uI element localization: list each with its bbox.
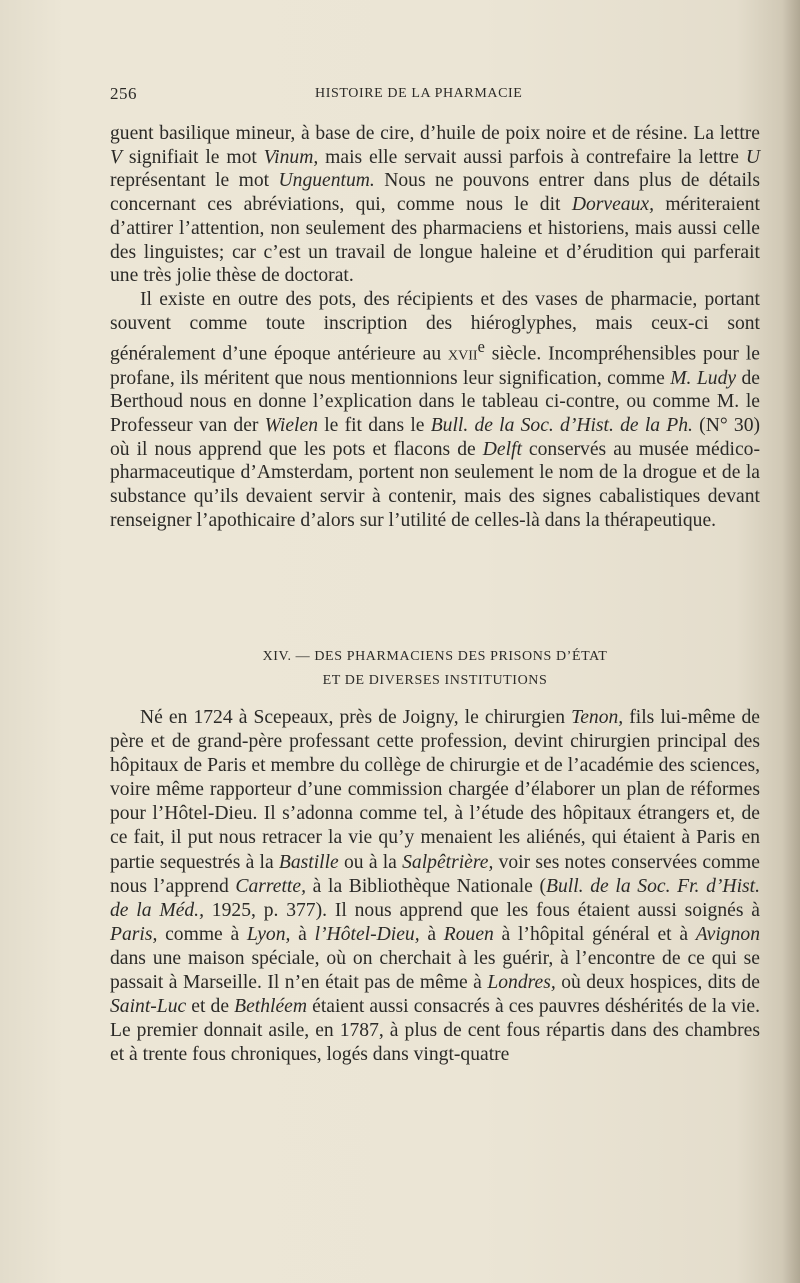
italic-run: Saint-Luc [110,996,187,1018]
text-run: à [419,923,444,945]
italic-run: Londres, [487,972,556,994]
paragraph-tenon [110,706,760,1067]
running-head: HISTOIRE DE LA PHARMACIE [315,86,523,101]
text-run: siècle. Incompréhensibles pour le profane, ils méritent que nous mentionnions leur signification, comme [110,343,760,389]
section-heading [110,645,760,693]
text-run: signifiait le mot [121,146,264,168]
text-run: à [290,923,315,945]
text-run: et de [186,996,235,1018]
text-run: ou à la [338,851,403,873]
italic-run: Bethléem [234,996,308,1018]
text-run: représentant le mot [110,170,279,192]
text-run: dans une maison spéciale, où on cherchait à les guérir, à l’encontre de ce qui se passait à Marseille. Il n’en était pas de même à [110,947,760,994]
text-run: 1925, p. 377). Il nous apprend que les fous étaient aussi soignés à [203,899,760,921]
italic-run: V [110,146,122,168]
paragraph-pots [110,288,760,533]
text-run: mériteraient d’attirer l’attention, non seulement des pharmaciens et historiens, mais aussi celle des linguistes; car c’est un travail de longue haleine et d’érudition qui parferait une très jolie thèse de doctorat. [110,194,760,287]
text-run: où deux hospices, dits de [555,972,760,994]
italic-run: Bastille [278,851,339,873]
body-text-top [110,122,760,532]
body-text-bottom [110,706,760,1067]
italic-run: Carrette, [235,875,306,897]
text-run: de Berthoud nous en donne l’explication dans le tableau ci-contre, ou comme M. le Professeur van der [110,367,760,436]
italic-run: M. Ludy [670,367,737,389]
italic-run: Avignon [695,923,760,945]
text-run: le fit dans le [318,414,431,436]
text-run: guent basilique mineur, à base de cire, d’huile de poix noire et de résine. La lettre [110,123,760,144]
text-run: conservés au musée médico-pharmaceutique d’Amsterdam, portent non seulement le nom de la drogue et de la substance qu’ils devaient servir à contenir, mais des signes cabalistiques devant renseigner l’apothicaire d’alors sur l’utilité de celles-là dans la thérapeutique. [110,438,760,531]
text-run: voir ses notes conservées comme nous l’apprend [110,851,760,897]
superscript: e [477,337,485,357]
italic-run: Dorveaux, [571,194,654,216]
page-number: 256 [110,84,137,103]
text-run: Nous ne pouvons entrer dans plus de détails concernant ces abréviations, qui, comme nous le dit [110,170,761,216]
paragraph-continuation [110,122,760,288]
italic-run: Bull. de la Soc. Fr. d’Hist. de la Méd., [110,875,760,921]
italic-run: Salpêtrière, [402,851,494,873]
italic-run: Vinum, [263,146,319,168]
century-numeral: xvii [448,343,478,365]
text-run: comme à [157,923,247,945]
text-run: mais elle servait aussi parfois à contrefaire la lettre [318,146,746,168]
text-run: étaient aussi consacrés à ces pauvres déshérités de la vie. Le premier donnait asile, en 1787, à plus de cent fous répartis dans des chambres et à trente fous chroniques, logés dans vingt-quatre [110,996,760,1066]
text-run: fils lui-même de père et de grand-père professant cette profession, devint chirurgien principal des hôpitaux de Paris et membre du collège de chirurgie et de l’académie des sciences, voire même rapporteur d’une commission chargée d’élaborer un plan de réformes pour l’Hôtel-Dieu. Il s’adonna comme tel, à l’étude des hôpitaux étrangers et, de ce fait, il put nous retracer la vie qu’y menaient les aliénés, qui étaient à Paris en partie sequestrés à la [110,707,760,873]
text-run: Il existe en outre des pots, des récipients et des vases de pharmacie, portant souvent comme toute inscription des hiéroglyphes, mais ceux-ci sont généralement d’une époque antérieure au [110,288,760,365]
text-run: à l’hôpital général et à [493,923,696,945]
italic-run: Rouen [443,923,494,945]
italic-run: Delft [482,438,522,460]
italic-run: Unguentum. [278,170,375,192]
text-run: à la Bibliothèque Nationale ( [305,875,547,897]
italic-run: l’Hôtel-Dieu, [314,923,420,945]
section-heading-line: XIV. — DES PHARMACIENS DES PRISONS D’ÉTAT [262,649,608,664]
text-run: Né en 1724 à Scepeaux, près de Joigny, le chirurgien [140,707,572,728]
italic-run: Bull. de la Soc. d’Hist. de la Ph. [430,414,693,436]
page-edge-shadow [782,0,800,1283]
italic-run: Lyon, [246,923,291,945]
italic-run: Tenon, [571,707,624,728]
italic-run: Paris, [110,923,158,945]
section-heading-line: ET DE DIVERSES INSTITUTIONS [322,673,548,688]
italic-run: Wielen [264,414,318,436]
text-run: (N° 30) où il nous apprend que les pots et flacons de [110,414,761,460]
italic-run: U [745,146,761,168]
